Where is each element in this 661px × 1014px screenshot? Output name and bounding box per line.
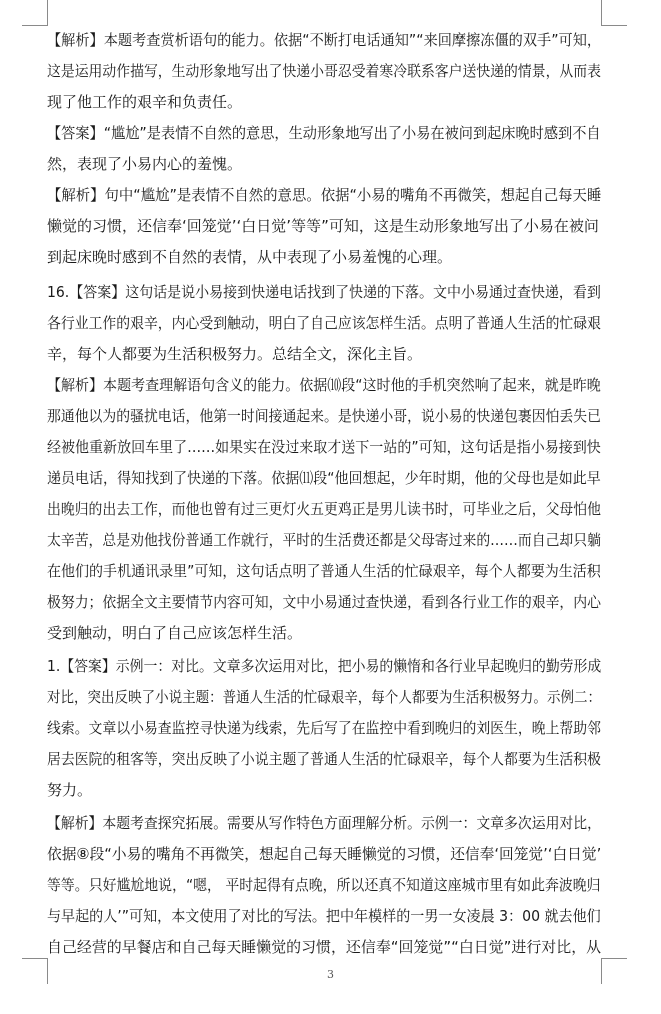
text-line: 【解析】本题考查赏析语句的能力。依据“不断打电话通知”“来回摩擦冻僵的双手”可知，: [47, 31, 602, 49]
corner-mark-bottom-left-horizontal: [22, 958, 48, 959]
text-line: 对比，突出反映了小说主题：普通人生活的忙碌艰辛，每个人都要为生活积极努力。示例二：: [47, 688, 602, 706]
text-line: 出晚归的出去工作，而他也曾有过三更灯火五更鸡正是男儿读书时，可毕业之后，父母怕他: [47, 500, 601, 518]
text-line: 线索。文章以小易查监控寻快递为线索，先后写了在监控中看到晚归的刘医生，晚上帮助邻: [47, 719, 601, 737]
text-line: 等等。只好尴尬地说，“嗯， 平时起得有点晚，所以还真不知道这座城市里有如此奔波晚归: [47, 876, 601, 894]
text-line: 现了他工作的艰辛和负责任。: [47, 93, 243, 111]
text-line: 懒觉的习惯，还信奉‘回笼觉’‘白日觉’等等”可知，这是生动形象地写出了小易在被问: [47, 217, 599, 235]
text-line: 各行业工作的艰辛，内心受到触动，明白了自己应该怎样生活。点明了普通人生活的忙碌艰: [47, 314, 601, 332]
text-line: 辛，每个人都要为生活积极努力。总结全文，深化主旨。: [47, 345, 423, 363]
text-line: 那通他以为的骚扰电话，他第一时间接通起来。是快递小哥，说小易的快递包裹因怕丢失已: [47, 407, 601, 425]
text-line: 极努力；依据全文主要情节内容可知，文中小易通过查快递，看到各行业工作的艰辛，内心: [47, 593, 601, 611]
text-line: 递员电话，得知找到了快递的下落。依据⑾段“他回想起，少年时期，他的父母也是如此早: [47, 469, 601, 487]
corner-mark-top-right-vertical: [601, 0, 602, 26]
text-line: 自己经营的早餐店和自己每天睡懒觉的习惯，还信奉“回笼觉”“白日觉”进行对比，从: [47, 938, 602, 956]
text-line: 到起床晚时感到不自然的表情，从中表现了小易羞愧的心理。: [47, 248, 453, 266]
text-line: 努力。: [47, 781, 93, 799]
corner-mark-top-left-horizontal: [22, 25, 48, 26]
text-line: 【解析】句中“尴尬”是表情不自然的意思。依据“小易的嘴角不再微笑，想起自己每天睡: [47, 186, 602, 204]
text-line: 1.【答案】示例一：对比。文章多次运用对比，把小易的懒惰和各行业早起晚归的勤劳形成: [47, 657, 602, 675]
text-line: 【解析】本题考查探究拓展。需要从写作特色方面理解分析。示例一：文章多次运用对比，: [47, 814, 601, 832]
text-line: 这是运用动作描写，生动形象地写出了快递小哥忍受着寒冷联系客户送快递的情景，从而表: [47, 62, 601, 80]
text-line: 依据⑧段“小易的嘴角不再微笑，想起自己每天睡懒觉的习惯，还信奉‘回笼觉’‘白日觉’: [47, 845, 602, 863]
text-line: 然，表现了小易内心的羞愧。: [47, 155, 243, 173]
text-line: 与早起的人’”可知，本文使用了对比的写法。把中年模样的一男一女凌晨 3：00 就去他们: [47, 907, 601, 925]
corner-mark-bottom-right-horizontal: [601, 958, 627, 959]
page-number: 3: [327, 968, 334, 981]
text-line: 【答案】“尴尬”是表情不自然的意思，生动形象地写出了小易在被问到起床晚时感到不自: [47, 124, 601, 142]
text-line: 16.【答案】这句话是说小易接到快递电话找到了快递的下落。文中小易通过查快递，看到: [47, 283, 601, 301]
corner-mark-top-right-horizontal: [601, 25, 627, 26]
text-line: 居去医院的租客等，突出反映了小说主题了普通人生活的忙碌艰辛，每个人都要为生活积极: [47, 750, 601, 768]
text-line: 【解析】本题考查理解语句含义的能力。依据⑽段“这时他的手机突然响了起来，就是昨晚: [47, 376, 601, 394]
text-line: 经被他重新放回车里了……如果实在没过来取才送下一站的”可知，这句话是指小易接到快: [47, 438, 601, 456]
text-line: 在他们的手机通讯录里”可知，这句话点明了普通人生活的忙碌艰辛，每个人都要为生活积: [47, 562, 601, 580]
text-line: 受到触动，明白了自己应该怎样生活。: [47, 624, 303, 642]
text-line: 太辛苦，总是劝他找份普通工作就行，平时的生活费还都是父母寄过来的……而自己却只躺: [47, 531, 601, 549]
corner-mark-top-left-vertical: [47, 0, 48, 26]
